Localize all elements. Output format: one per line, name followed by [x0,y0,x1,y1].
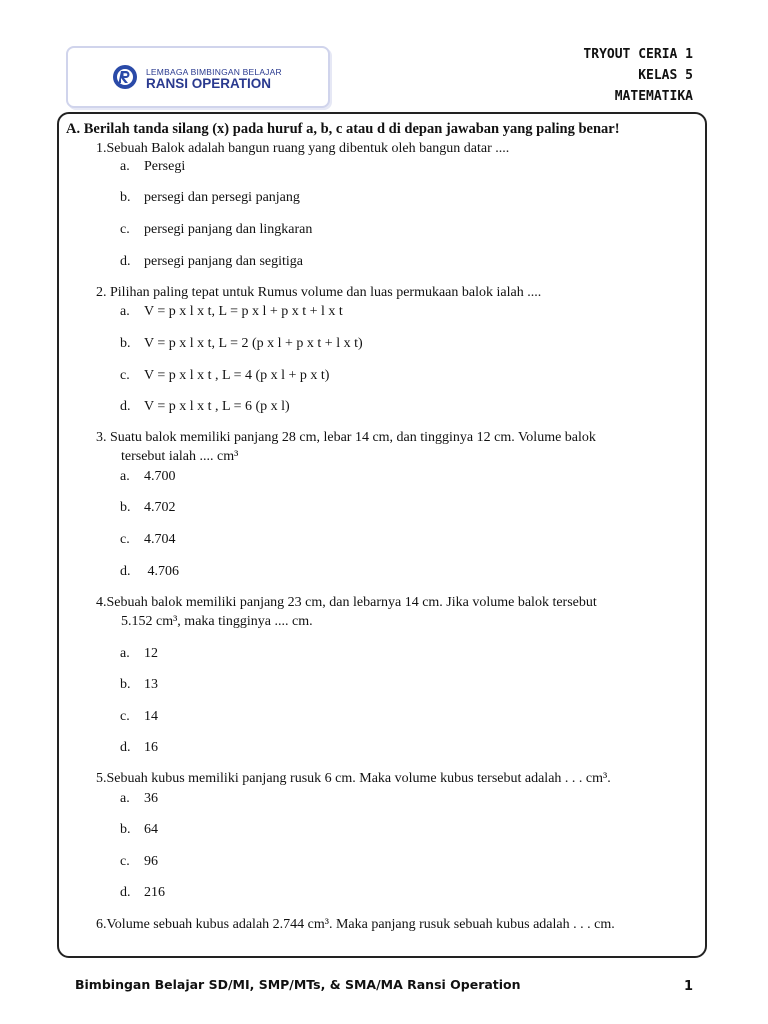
question-1-option-c[interactable]: c. persegi panjang dan lingkaran [120,222,313,237]
test-title: TRYOUT CERIA 1 [583,47,693,62]
question-2-option-d[interactable]: d. V = p x l x t , L = 6 (p x l) [120,399,290,414]
question-5-option-c[interactable]: c. 96 [120,854,158,869]
logo-brand: RANSI OPERATION [146,76,272,91]
question-5-option-a[interactable]: a. 36 [120,791,158,806]
question-4: 4.Sebuah balok memiliki panjang 23 cm, dan lebarnya 14 cm. Jika volume balok tersebut [96,595,597,610]
question-2: 2. Pilihan paling tepat untuk Rumus volume dan luas permukaan balok ialah .... [96,285,542,300]
question-4-continued: 5.152 cm³, maka tingginya .... cm. [121,614,313,629]
logo-box [66,46,330,108]
question-2-option-a[interactable]: a. V = p x l x t, L = p x l + p x t + l x t [120,304,343,319]
section-instruction: A. Berilah tanda silang (x) pada huruf a, b, c atau d di depan jawaban yang paling benar! [66,121,620,137]
ransi-logo-icon [112,64,138,90]
question-5-option-d[interactable]: d. 216 [120,885,165,900]
test-header [583,44,693,107]
question-1-option-d[interactable]: d. persegi panjang dan segitiga [120,254,304,269]
question-5-option-b[interactable]: b. 64 [120,822,158,837]
question-4-option-c[interactable]: c. 14 [120,709,158,724]
question-3-option-d[interactable]: d. 4.706 [120,564,179,579]
question-1-option-a[interactable]: a. Persegi [120,159,186,174]
question-3-option-b[interactable]: b. 4.702 [120,500,176,515]
question-5: 5.Sebuah kubus memiliki panjang rusuk 6 cm. Maka volume kubus tersebut adalah . . . cm³. [96,771,611,786]
question-3-continued: tersebut ialah .... cm³ [121,449,239,464]
question-6: 6.Volume sebuah kubus adalah 2.744 cm³. Maka panjang rusuk sebuah kubus adalah . . . cm. [96,917,615,932]
question-2-option-b[interactable]: b. V = p x l x t, L = 2 (p x l + p x t + l x t) [120,336,363,351]
question-4-option-a[interactable]: a. 12 [120,646,158,661]
question-2-option-c[interactable]: c. V = p x l x t , L = 4 (p x l + p x t) [120,368,330,383]
question-3-option-a[interactable]: a. 4.700 [120,469,176,484]
question-3-option-c[interactable]: c. 4.704 [120,532,176,547]
question-1-option-b[interactable]: b. persegi dan persegi panjang [120,190,300,205]
page-number: 1 [683,979,693,994]
logo-tagline: LEMBAGA BIMBINGAN BELAJAR [146,67,282,77]
question-3: 3. Suatu balok memiliki panjang 28 cm, lebar 14 cm, dan tingginya 12 cm. Volume balok [96,430,596,445]
test-class: KELAS 5 [638,68,693,83]
question-4-option-b[interactable]: b. 13 [120,677,158,692]
question-4-option-d[interactable]: d. 16 [120,740,158,755]
test-subject: MATEMATIKA [614,89,693,104]
question-1: 1.Sebuah Balok adalah bangun ruang yang dibentuk oleh bangun datar .... [96,141,510,156]
footer-text: Bimbingan Belajar SD/MI, SMP/MTs, & SMA/MA Ransi Operation [75,977,521,992]
